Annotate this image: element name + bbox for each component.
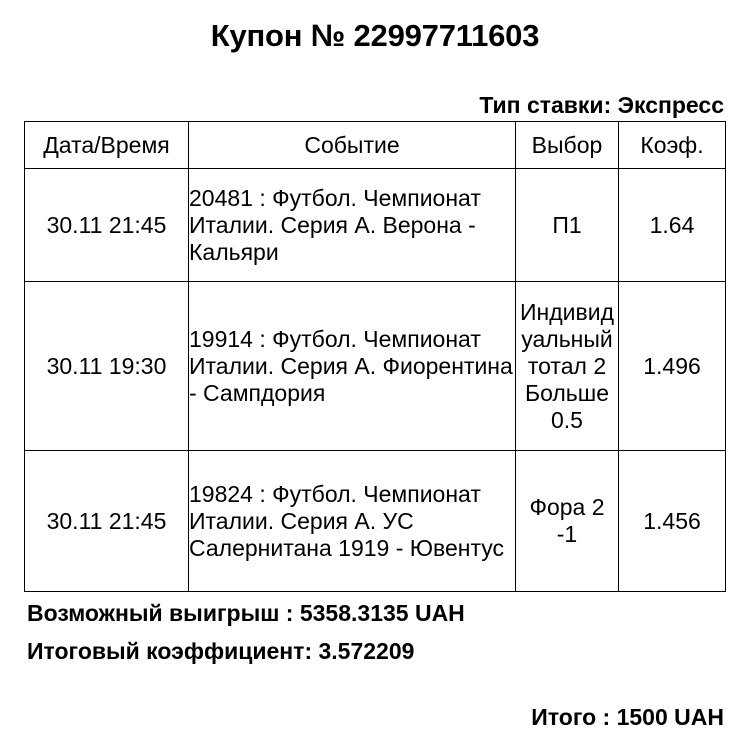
row-event-text: 19824 : Футбол. Чемпионат Италии. Серия А. УС Салернитана 1919 - Ювентус [189, 480, 504, 561]
row-coef: 1.496 [619, 282, 726, 451]
total-amount: Итого : 1500 UAH [531, 704, 724, 730]
header-coef: Коэф. [619, 122, 726, 169]
row-event [189, 282, 516, 451]
row-coef: 1.64 [619, 169, 726, 282]
bet-type-label: Тип ставки: Экспресс [479, 92, 724, 118]
row-event [189, 169, 516, 282]
header-datetime: Дата/Время [25, 122, 189, 169]
row-datetime: 30.11 21:45 [25, 451, 189, 592]
row-event-text: 20481 : Футбол. Чемпионат Италии. Серия А. Верона - Кальяри [189, 184, 481, 265]
table-row [25, 282, 726, 451]
row-event-text: 19914 : Футбол. Чемпионат Италии. Серия А. Фиорентина - Сампдория [189, 325, 513, 406]
row-datetime: 30.11 19:30 [25, 282, 189, 451]
row-selection [516, 451, 619, 592]
table-row [25, 169, 726, 282]
row-selection [516, 169, 619, 282]
row-selection-text: Фора 2 -1 [529, 494, 605, 547]
coupon-table [24, 121, 726, 592]
total-coefficient: Итоговый коэффициент: 3.572209 [27, 638, 415, 664]
row-coef: 1.456 [619, 451, 726, 592]
table-row [25, 451, 726, 592]
coupon-title: Купон № 22997711603 [210, 18, 540, 53]
table-header-row [25, 122, 726, 169]
row-selection-text: Индивидуальный тотал 2 Больше 0.5 [520, 298, 614, 433]
row-event [189, 451, 516, 592]
header-event: Событие [189, 122, 516, 169]
header-selection: Выбор [516, 122, 619, 169]
row-selection [516, 282, 619, 451]
row-datetime: 30.11 21:45 [25, 169, 189, 282]
row-selection-text: П1 [552, 211, 582, 238]
possible-win: Возможный выигрыш : 5358.3135 UAH [27, 600, 465, 626]
